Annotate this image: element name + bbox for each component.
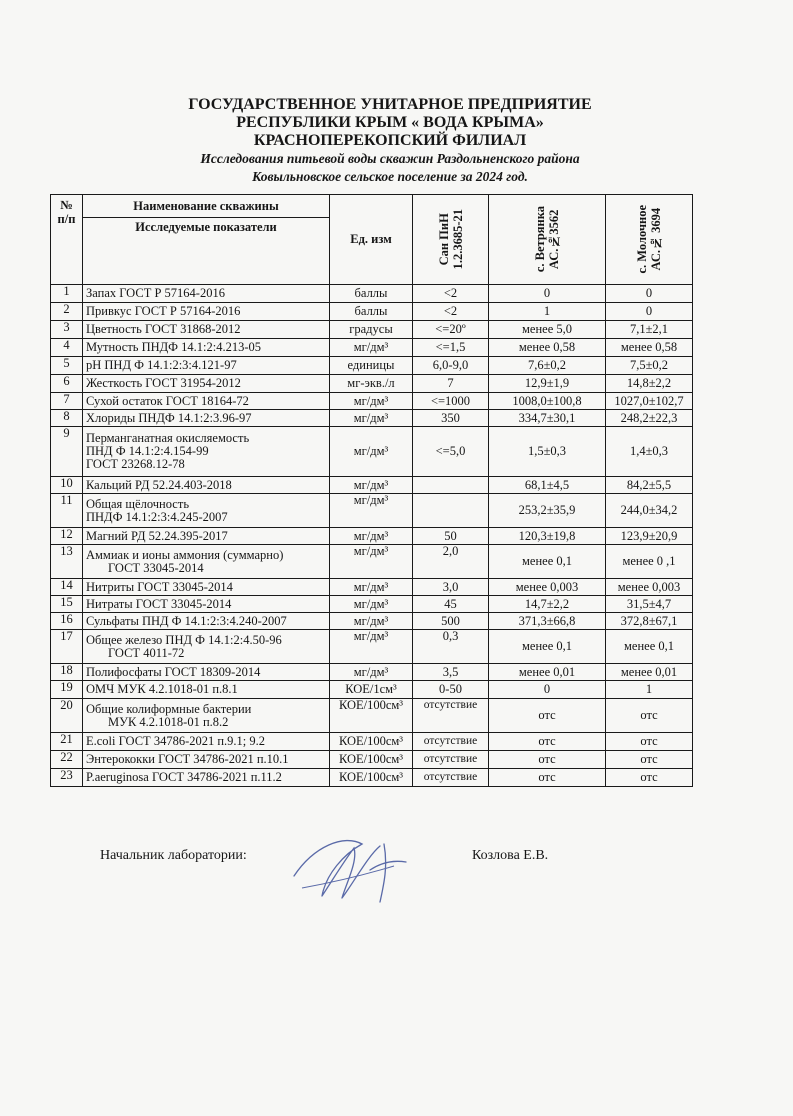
indicator-name-line: Цветность ГОСТ 31868-2012 bbox=[86, 322, 241, 336]
norm-cell: 2,0 bbox=[413, 545, 489, 579]
indicator-name bbox=[83, 494, 330, 528]
report-subtitle: Ковыльновское сельское поселение за 2024 год. bbox=[252, 169, 528, 184]
unit-cell: мг/дм³ bbox=[330, 579, 413, 596]
row-number: 2 bbox=[51, 303, 83, 321]
indicator-name-line: рН ПНД Ф 14.1:2:3:4.121-97 bbox=[86, 358, 237, 372]
value-well-b: 244,0±34,2 bbox=[606, 494, 693, 528]
unit-cell: мг/дм³ bbox=[330, 664, 413, 681]
row-number: 5 bbox=[51, 357, 83, 375]
value-well-b: 0 bbox=[606, 303, 693, 321]
table-row bbox=[51, 630, 693, 664]
indicator-name-line: Жесткость ГОСТ 31954-2012 bbox=[86, 376, 241, 390]
unit-cell: мг/дм³ bbox=[330, 596, 413, 613]
indicator-name-line: ГОСТ 33045-2014 bbox=[108, 560, 204, 575]
indicator-name-line: Привкус ГОСТ Р 57164-2016 bbox=[86, 304, 241, 318]
table-row bbox=[51, 393, 693, 410]
indicator-name-line: Запах ГОСТ Р 57164-2016 bbox=[86, 286, 225, 300]
value-well-b: 1027,0±102,7 bbox=[606, 393, 693, 410]
indicator-name-line: Перманганатная окисляемость bbox=[86, 431, 250, 445]
row-number: 13 bbox=[51, 545, 83, 579]
unit-cell: КОЕ/100см³ bbox=[330, 751, 413, 769]
indicator-name-line: E.coli ГОСТ 34786-2021 п.9.1; 9.2 bbox=[86, 734, 266, 748]
norm-cell: 6,0-9,0 bbox=[413, 357, 489, 375]
value-well-a: 120,3±19,8 bbox=[489, 528, 606, 545]
value-well-a: 0 bbox=[489, 681, 606, 699]
table-row bbox=[51, 494, 693, 528]
row-number: 23 bbox=[51, 769, 83, 787]
norm-cell bbox=[413, 477, 489, 494]
header-row-1 bbox=[51, 195, 693, 218]
col-header-well: Наименование скважины bbox=[83, 195, 330, 218]
row-number: 7 bbox=[51, 393, 83, 410]
org-name-line1: ГОСУДАРСТВЕННОЕ УНИТАРНОЕ ПРЕДПРИЯТИЕ bbox=[188, 96, 592, 113]
document-header bbox=[150, 96, 630, 186]
value-well-a: 253,2±35,9 bbox=[489, 494, 606, 528]
norm-cell: 3,0 bbox=[413, 579, 489, 596]
norm-cell: <2 bbox=[413, 285, 489, 303]
table-row bbox=[51, 427, 693, 477]
indicator-name-line: P.aeruginosa ГОСТ 34786-2021 п.11.2 bbox=[86, 770, 282, 784]
value-well-b: 123,9±20,9 bbox=[606, 528, 693, 545]
value-well-b: 1,4±0,3 bbox=[606, 427, 693, 477]
value-well-b: менее 0,01 bbox=[606, 664, 693, 681]
value-well-a: 1,5±0,3 bbox=[489, 427, 606, 477]
row-number: 6 bbox=[51, 375, 83, 393]
value-well-a: отс bbox=[489, 699, 606, 733]
col-header-indicators: Исследуемые показатели bbox=[83, 218, 330, 285]
indicator-name-line: Мутность ПНДФ 14.1:2:4.213-05 bbox=[86, 340, 262, 354]
value-well-a: менее 0,58 bbox=[489, 339, 606, 357]
unit-cell: мг-экв./л bbox=[330, 375, 413, 393]
unit-cell: мг/дм³ bbox=[330, 545, 413, 579]
indicator-name-line: ГОСТ 23268.12-78 bbox=[86, 457, 185, 471]
table-row bbox=[51, 699, 693, 733]
row-number: 22 bbox=[51, 751, 83, 769]
row-number: 11 bbox=[51, 494, 83, 528]
indicator-name bbox=[83, 393, 330, 410]
indicator-name bbox=[83, 528, 330, 545]
row-number: 8 bbox=[51, 410, 83, 427]
unit-cell: мг/дм³ bbox=[330, 528, 413, 545]
indicator-name bbox=[83, 410, 330, 427]
col-header-norm: Сан ПиН 1.2.3685-21 bbox=[413, 195, 489, 285]
row-number: 16 bbox=[51, 613, 83, 630]
norm-cell: 0,3 bbox=[413, 630, 489, 664]
indicator-name bbox=[83, 699, 330, 733]
table-row bbox=[51, 545, 693, 579]
value-well-b: 31,5±4,7 bbox=[606, 596, 693, 613]
indicator-name-line: Общие колиформные бактерии bbox=[86, 701, 252, 716]
indicator-name bbox=[83, 375, 330, 393]
value-well-a: 371,3±66,8 bbox=[489, 613, 606, 630]
value-well-a: менее 5,0 bbox=[489, 321, 606, 339]
row-number: 21 bbox=[51, 733, 83, 751]
unit-cell: единицы bbox=[330, 357, 413, 375]
value-well-a: менее 0,1 bbox=[489, 630, 606, 664]
table-row bbox=[51, 613, 693, 630]
row-number: 12 bbox=[51, 528, 83, 545]
value-well-a: менее 0,003 bbox=[489, 579, 606, 596]
value-well-a: 68,1±4,5 bbox=[489, 477, 606, 494]
norm-cell: <2 bbox=[413, 303, 489, 321]
indicator-name-line: МУК 4.2.1018-01 п.8.2 bbox=[108, 714, 229, 729]
row-number: 9 bbox=[51, 427, 83, 477]
indicator-name bbox=[83, 596, 330, 613]
indicator-name bbox=[83, 339, 330, 357]
unit-cell: мг/дм³ bbox=[330, 477, 413, 494]
norm-cell: <=1000 bbox=[413, 393, 489, 410]
value-well-a: 1008,0±100,8 bbox=[489, 393, 606, 410]
table-row bbox=[51, 285, 693, 303]
table-row bbox=[51, 769, 693, 787]
value-well-a: 1 bbox=[489, 303, 606, 321]
value-well-a: 14,7±2,2 bbox=[489, 596, 606, 613]
col-header-well-b: с. Молочное АС.№ 3694 bbox=[606, 195, 693, 285]
indicator-name-line: Нитраты ГОСТ 33045-2014 bbox=[86, 596, 232, 611]
col-header-well-a: с. Ветрянка АС.№3562 bbox=[489, 195, 606, 285]
norm-cell: 500 bbox=[413, 613, 489, 630]
norm-cell: 0-50 bbox=[413, 681, 489, 699]
value-well-b: 372,8±67,1 bbox=[606, 613, 693, 630]
norm-cell: <=20º bbox=[413, 321, 489, 339]
table-row bbox=[51, 528, 693, 545]
indicator-name bbox=[83, 751, 330, 769]
value-well-b: 7,1±2,1 bbox=[606, 321, 693, 339]
value-well-a: менее 0,1 bbox=[489, 545, 606, 579]
indicator-name-line: Общая щёлочность bbox=[86, 496, 190, 511]
indicator-name bbox=[83, 664, 330, 681]
table-row bbox=[51, 477, 693, 494]
indicator-name-line: Энтерококки ГОСТ 34786-2021 п.10.1 bbox=[86, 752, 289, 766]
row-number: 4 bbox=[51, 339, 83, 357]
indicator-name-line: Полифосфаты ГОСТ 18309-2014 bbox=[86, 664, 261, 679]
norm-cell: отсутствие bbox=[413, 751, 489, 769]
norm-cell: 7 bbox=[413, 375, 489, 393]
col-header-number: № п/п bbox=[51, 195, 83, 285]
value-well-b: менее 0,003 bbox=[606, 579, 693, 596]
value-well-b: отс bbox=[606, 699, 693, 733]
indicator-name-line: Кальций РД 52.24.403-2018 bbox=[86, 477, 232, 492]
row-number: 15 bbox=[51, 596, 83, 613]
table-row bbox=[51, 357, 693, 375]
indicator-name bbox=[83, 321, 330, 339]
norm-cell: 350 bbox=[413, 410, 489, 427]
indicator-name-line: Общее железо ПНД Ф 14.1:2:4.50-96 bbox=[86, 632, 282, 647]
row-number: 10 bbox=[51, 477, 83, 494]
table-row bbox=[51, 751, 693, 769]
value-well-a: отс bbox=[489, 733, 606, 751]
unit-cell: мг/дм³ bbox=[330, 393, 413, 410]
unit-cell: мг/дм³ bbox=[330, 613, 413, 630]
table-row bbox=[51, 579, 693, 596]
signature bbox=[284, 826, 414, 906]
indicator-name bbox=[83, 579, 330, 596]
row-number: 14 bbox=[51, 579, 83, 596]
unit-cell: градусы bbox=[330, 321, 413, 339]
col-header-unit: Ед. изм bbox=[330, 195, 413, 285]
table-row bbox=[51, 410, 693, 427]
table-row bbox=[51, 321, 693, 339]
report-title: Исследования питьевой воды скважин Раздольненского района bbox=[200, 151, 580, 166]
norm-cell: 50 bbox=[413, 528, 489, 545]
value-well-b: 248,2±22,3 bbox=[606, 410, 693, 427]
indicator-name bbox=[83, 285, 330, 303]
value-well-b: менее 0,58 bbox=[606, 339, 693, 357]
row-number: 18 bbox=[51, 664, 83, 681]
value-well-b: отс bbox=[606, 769, 693, 787]
norm-cell: отсутствие bbox=[413, 699, 489, 733]
indicator-name bbox=[83, 630, 330, 664]
unit-cell: мг/дм³ bbox=[330, 427, 413, 477]
table-row bbox=[51, 733, 693, 751]
indicator-name bbox=[83, 681, 330, 699]
value-well-a: 334,7±30,1 bbox=[489, 410, 606, 427]
table-row bbox=[51, 681, 693, 699]
norm-cell: 45 bbox=[413, 596, 489, 613]
indicator-name bbox=[83, 613, 330, 630]
table-row bbox=[51, 375, 693, 393]
indicator-name bbox=[83, 769, 330, 787]
norm-cell: отсутствие bbox=[413, 769, 489, 787]
indicator-name bbox=[83, 357, 330, 375]
value-well-b: менее 0 ,1 bbox=[606, 545, 693, 579]
branch-name: КРАСНОПЕРЕКОПСКИЙ ФИЛИАЛ bbox=[253, 132, 527, 149]
value-well-a: отс bbox=[489, 769, 606, 787]
water-analysis-table bbox=[50, 194, 693, 787]
row-number: 19 bbox=[51, 681, 83, 699]
table-row bbox=[51, 303, 693, 321]
indicator-name-line: Сухой остаток ГОСТ 18164-72 bbox=[86, 393, 249, 408]
indicator-name-line: ПНД Ф 14.1:2:4.154-99 bbox=[86, 444, 209, 458]
indicator-name bbox=[83, 477, 330, 494]
indicator-name-line: Нитриты ГОСТ 33045-2014 bbox=[86, 579, 233, 594]
value-well-a: 12,9±1,9 bbox=[489, 375, 606, 393]
indicator-name-line: Сульфаты ПНД Ф 14.1:2:3:4.240-2007 bbox=[86, 613, 287, 628]
indicator-name-line: ПНДФ 14.1:2:3:4.245-2007 bbox=[86, 509, 228, 524]
footer-label: Начальник лаборатории: bbox=[100, 848, 247, 863]
indicator-name bbox=[83, 733, 330, 751]
value-well-a: 0 bbox=[489, 285, 606, 303]
value-well-b: отс bbox=[606, 733, 693, 751]
norm-cell bbox=[413, 494, 489, 528]
value-well-b: 7,5±0,2 bbox=[606, 357, 693, 375]
unit-cell: мг/дм³ bbox=[330, 630, 413, 664]
indicator-name-line: Магний РД 52.24.395-2017 bbox=[86, 528, 228, 543]
indicator-name bbox=[83, 303, 330, 321]
unit-cell: КОЕ/1см³ bbox=[330, 681, 413, 699]
indicator-name-line: Хлориды ПНДФ 14.1:2:3.96-97 bbox=[86, 410, 252, 425]
value-well-b: 14,8±2,2 bbox=[606, 375, 693, 393]
row-number: 1 bbox=[51, 285, 83, 303]
row-number: 20 bbox=[51, 699, 83, 733]
value-well-a: менее 0,01 bbox=[489, 664, 606, 681]
row-number: 17 bbox=[51, 630, 83, 664]
unit-cell: мг/дм³ bbox=[330, 494, 413, 528]
value-well-a: 7,6±0,2 bbox=[489, 357, 606, 375]
unit-cell: КОЕ/100см³ bbox=[330, 733, 413, 751]
unit-cell: баллы bbox=[330, 285, 413, 303]
norm-cell: <=5,0 bbox=[413, 427, 489, 477]
value-well-b: 0 bbox=[606, 285, 693, 303]
org-name-line2: РЕСПУБЛИКИ КРЫМ « ВОДА КРЫМА» bbox=[236, 114, 544, 131]
norm-cell: 3,5 bbox=[413, 664, 489, 681]
unit-cell: мг/дм³ bbox=[330, 339, 413, 357]
indicator-name-line: Аммиак и ионы аммония (суммарно) bbox=[86, 547, 284, 562]
norm-cell: отсутствие bbox=[413, 733, 489, 751]
indicator-name-line: ГОСТ 4011-72 bbox=[108, 645, 185, 660]
indicator-name-line: ОМЧ МУК 4.2.1018-01 п.8.1 bbox=[86, 682, 238, 696]
indicator-name bbox=[83, 545, 330, 579]
footer-signatory: Козлова Е.В. bbox=[472, 848, 549, 863]
unit-cell: КОЕ/100см³ bbox=[330, 699, 413, 733]
unit-cell: мг/дм³ bbox=[330, 410, 413, 427]
table-row bbox=[51, 596, 693, 613]
indicator-name bbox=[83, 427, 330, 477]
value-well-b: 84,2±5,5 bbox=[606, 477, 693, 494]
table-row bbox=[51, 339, 693, 357]
norm-cell: <=1,5 bbox=[413, 339, 489, 357]
value-well-b: отс bbox=[606, 751, 693, 769]
unit-cell: КОЕ/100см³ bbox=[330, 769, 413, 787]
unit-cell: баллы bbox=[330, 303, 413, 321]
table-row bbox=[51, 664, 693, 681]
value-well-a: отс bbox=[489, 751, 606, 769]
value-well-b: менее 0,1 bbox=[606, 630, 693, 664]
row-number: 3 bbox=[51, 321, 83, 339]
value-well-b: 1 bbox=[606, 681, 693, 699]
